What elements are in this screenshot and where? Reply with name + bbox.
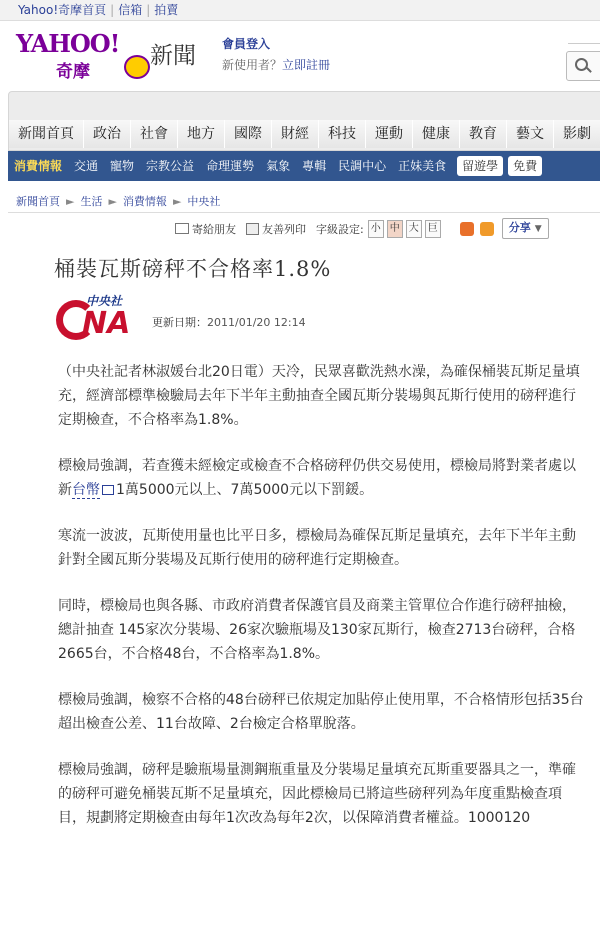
new-user-prompt: 新使用者？ (222, 58, 283, 72)
header-divider (568, 43, 600, 50)
font-size-large[interactable]: 大 (406, 220, 422, 238)
link-mail-icon (102, 485, 114, 495)
search-button[interactable] (566, 51, 600, 81)
subnav-features[interactable]: 專輯 (302, 159, 327, 173)
font-size-control (316, 220, 444, 238)
subnav-polls[interactable]: 民調中心 (338, 159, 387, 173)
font-size-small[interactable]: 小 (368, 220, 384, 238)
print-button[interactable] (246, 221, 306, 237)
blog-icon[interactable] (480, 222, 494, 236)
paragraph-2-b: 1萬5000元以上、7萬5000元以下罰鍰。 (116, 482, 374, 498)
update-label: 更新日期： (152, 316, 207, 329)
divider (8, 212, 600, 213)
nav-item-finance[interactable]: 財經 (272, 120, 319, 148)
paragraph-1: （中央社記者林淑媛台北20日電）天冷，民眾喜歡洗熱水澡，為確保桶裝瓦斯足量填充，經濟部標準檢驗局去年下半年主動抽查全國瓦斯分裝場與瓦斯行使用的磅秤進行定期檢查，不合格率為1.8%。 (58, 364, 580, 428)
yahoo-home-link[interactable]: Yahoo!奇摩首頁 (18, 3, 107, 17)
paragraph-2 (58, 454, 588, 502)
nav-item-education[interactable]: 教育 (460, 120, 507, 148)
send-friend-button[interactable] (175, 221, 236, 237)
top-utility-bar (0, 0, 600, 21)
share-button[interactable] (502, 218, 549, 239)
subnav-free[interactable]: 免費 (508, 156, 542, 176)
yahoo-logo[interactable] (16, 29, 146, 84)
font-size-huge[interactable]: 巨 (425, 220, 441, 238)
font-size-label: 字級設定: (316, 222, 364, 236)
cna-logo (56, 292, 144, 342)
main-nav-container (8, 91, 600, 151)
update-date (152, 314, 306, 330)
update-value: 2011/01/20 12:14 (207, 316, 306, 329)
article-title: 桶裝瓦斯磅秤不合格率1.8% (54, 257, 332, 281)
login-area (222, 35, 330, 73)
nav-item-society[interactable]: 社會 (131, 120, 178, 148)
paragraph-4: 同時，標檢局也與各縣、市政府消費者保護官員及商業主管單位合作進行磅秤抽檢，總計抽查 145家次分裝場、26家次驗瓶場及130家瓦斯行，檢查2713台磅秤，合格2665台，不合格48台，不合格率為1.8%。 (58, 598, 576, 662)
font-size-medium[interactable]: 中 (387, 220, 403, 238)
top-links: Yahoo!奇摩首頁 | 信箱 | 拍賣 (18, 3, 179, 17)
nav-item-home[interactable]: 新聞首頁 (9, 120, 84, 148)
mail-link[interactable]: 信箱 (118, 3, 143, 17)
nav-item-politics[interactable]: 政治 (84, 120, 131, 148)
share-label: 分享 (508, 221, 531, 234)
article-body (58, 360, 588, 852)
subnav-religion[interactable]: 宗教公益 (146, 159, 195, 173)
paragraph-2-a: 標檢局強調，若查獲未經檢定或檢查不合格磅秤仍供交易使用，標檢局將對業者處以新 (58, 458, 576, 498)
auction-link[interactable]: 拍賣 (154, 3, 179, 17)
nav-item-health[interactable]: 健康 (413, 120, 460, 148)
article-tools (175, 218, 549, 239)
smiley-icon (124, 55, 150, 79)
bookmark-icon[interactable] (460, 222, 474, 236)
breadcrumb-consumer[interactable]: 消費情報 (122, 195, 167, 208)
print-label: 友善列印 (262, 222, 306, 236)
subnav-food[interactable]: 正妹美食 (398, 159, 447, 173)
logo-text: YAHOO! (16, 29, 120, 58)
nav-item-sports[interactable]: 運動 (366, 120, 413, 148)
main-nav (9, 120, 600, 148)
paragraph-5: 標檢局強調，檢察不合格的48台磅秤已依規定加貼停止使用單，不合格情形包括35台超出檢查公差、11台故障、2台檢定合格單脫落。 (58, 692, 584, 732)
breadcrumb-home[interactable]: 新聞首頁 (16, 195, 60, 208)
login-link[interactable]: 會員登入 (222, 37, 271, 51)
subnav-pets[interactable]: 寵物 (110, 159, 135, 173)
paragraph-3: 寒流一波波，瓦斯使用量也比平日多，標檢局為確保瓦斯足量填充，去年下半年主動針對全國瓦斯分裝場及瓦斯行使用的磅秤進行定期檢查。 (58, 528, 576, 568)
breadcrumb: 新聞首頁 ► 生活 ► 消費情報 ► 中央社 (16, 195, 221, 208)
breadcrumb-life[interactable]: 生活 (80, 195, 103, 208)
logo-sub: 奇摩 (56, 62, 90, 82)
nav-item-tech[interactable]: 科技 (319, 120, 366, 148)
register-link[interactable]: 立即註冊 (282, 58, 331, 72)
sub-nav (8, 151, 600, 181)
section-title: 新聞 (150, 43, 196, 69)
paragraph-6: 標檢局強調，磅秤是驗瓶場量測鋼瓶重量及分裝場足量填充瓦斯重要器具之一，準確的磅秤可避免桶裝瓦斯不足量填充，因此標檢局已將這些磅秤列為年度重點檢查項目，規劃將定期檢查由每年1次改為每年2次，以保障消費者權益。1000120 (58, 762, 576, 826)
nav-item-international[interactable]: 國際 (225, 120, 272, 148)
nav-item-entertainment[interactable]: 影劇 (554, 120, 600, 148)
subnav-study-abroad[interactable]: 留遊學 (457, 156, 503, 176)
search-icon (575, 58, 588, 71)
nav-item-arts[interactable]: 藝文 (507, 120, 554, 148)
cna-na-text: NA (82, 306, 131, 341)
send-friend-label: 寄給朋友 (192, 222, 236, 236)
subnav-consumer[interactable]: 消費情報 (14, 159, 63, 173)
subnav-weather[interactable]: 氣象 (266, 159, 291, 173)
cna-zh-text: 中央社 (86, 294, 123, 308)
subnav-traffic[interactable]: 交通 (74, 159, 99, 173)
site-header (0, 21, 600, 91)
nav-item-local[interactable]: 地方 (178, 120, 225, 148)
breadcrumb-cna[interactable]: 中央社 (187, 195, 221, 208)
mail-icon (175, 223, 189, 234)
chevron-down-icon: ▼ (534, 224, 542, 234)
subnav-fortune[interactable]: 命理運勢 (206, 159, 255, 173)
print-icon (246, 223, 259, 235)
taiwan-dollar-link[interactable]: 台幣 (72, 482, 100, 498)
